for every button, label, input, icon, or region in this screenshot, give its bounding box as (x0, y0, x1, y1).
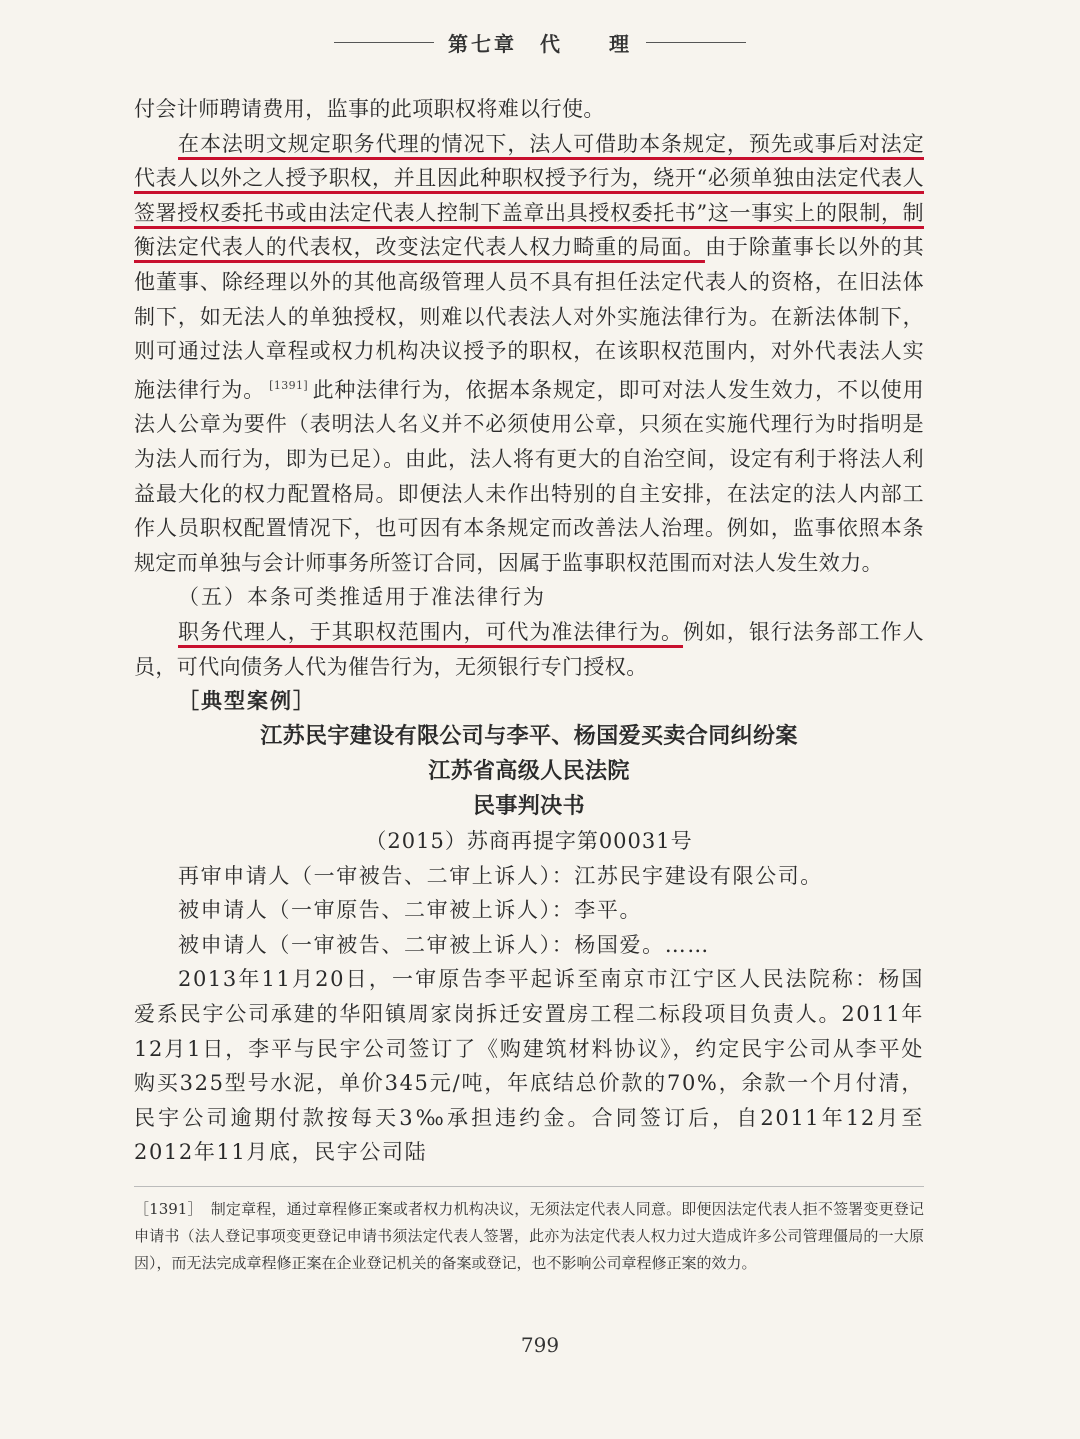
paragraph-3 (134, 615, 924, 684)
footnote-reference: [1391] (269, 378, 309, 392)
case-heading (134, 719, 924, 824)
party-2: 被申请人（一审原告、二审被上诉人）：李平。 (178, 898, 643, 923)
case-narrative: 2013年11月20日，一审原告李平起诉至南京市江宁区人民法院称：杨国爱系民宇公司承建的华阳镇周家岗拆迁安置房工程二标段项目负责人。2011年12月1日，李平与民宇公司签订了《购建筑材料协议》，约定民宇公司从李平处购买325型号水泥，单价345元/吨，年底结总价款的70%，余款一个月付清，民宇公司逾期付款按每天3‰承担违约金。合同签订后，自2011年12月至2012年11月底，民宇公司陆 (134, 967, 924, 1165)
footnote (134, 1196, 924, 1277)
case-title: 江苏民宇建设有限公司与李平、杨国爱买卖合同纠纷案 (260, 722, 798, 749)
paragraph-3-continuation: 例如，银行法务部工作人员，可代向债务人代为催告行为，无须银行专门授权。 (134, 619, 924, 679)
page-number: 799 (520, 1333, 560, 1357)
running-head (0, 24, 1080, 60)
paragraph-2 (134, 127, 924, 581)
footnote-mark: ［1391］ (134, 1200, 203, 1218)
section-subheading: （五）本条可类推适用于准法律行为 (178, 585, 546, 610)
court-name: 江苏省高级人民法院 (428, 757, 630, 784)
chapter-title: 第七章 代 理 (448, 31, 632, 56)
main-text (134, 92, 924, 1170)
paragraph-1: 付会计师聘请费用，监事的此项职权将难以行使。 (134, 97, 605, 121)
header-rule-right (646, 42, 746, 43)
header-rule-left (334, 42, 434, 43)
paragraph-2-continuation: 由于除董事长以外的其他董事、除经理以外的其他高级管理人员不具有担任法定代表人的资格，在旧法体制下，如无法人的单独授权，则难以代表法人对外实施法律行为。在新法体制下，则可通过法人章程或权力机构决议授予的职权，在该职权范围内，对外代表法人实施法律行为。 (134, 235, 924, 402)
footnote-divider (134, 1186, 924, 1187)
highlighted-passage-1: 在本法明文规定职务代理的情况下，法人可借助本条规定，预先或事后对法定代表人以外之人授予职权，并且因此种职权授予行为，绕开“必须单独由法定代表人签署授权委托书或由法定代表人控制下盖章出具授权委托书”这一事实上的限制，制衡法定代表人的代表权，改变法定代表人权力畸重的局面。 (134, 131, 924, 260)
case-number: （2015）苏商再提字第00031号 (365, 828, 693, 853)
party-3: 被申请人（一审被告、二审被上诉人）：杨国爱。…… (178, 932, 710, 957)
typical-case-label: ［典型案例］ (178, 688, 316, 714)
party-1: 再审申请人（一审被告、二审上诉人）：江苏民宇建设有限公司。 (178, 863, 823, 888)
document-type: 民事判决书 (472, 792, 585, 819)
footnote-text: 制定章程，通过章程修正案或者权力机构决议，无须法定代表人同意。即便因法定代表人拒不签署变更登记申请书（法人登记事项变更登记申请书须法定代表人签署，此亦为法定代表人权力过大造成许多公司管理僵局的一大原因），而无法完成章程修正案在企业登记机关的备案或登记，也不影响公司章程修正案的效力。 (134, 1200, 924, 1272)
highlighted-passage-2: 职务代理人，于其职权范围内，可代为准法律行为。 (178, 619, 684, 644)
paragraph-2-ending: 此种法律行为，依据本条规定，即可对法人发生效力，不以使用法人公章为要件（表明法人名义并不必须使用公章，只须在实施代理行为时指明是为法人而行为，即为已足）。由此，法人将有更大的自治空间，设定有利于将法人利益最大化的权力配置格局。即便法人未作出特别的自主安排，在法定的法人内部工作人员职权配置情况下，也可因有本条规定而改善法人治理。例如，监事依照本条规定而单独与会计师事务所签订合同，因属于监事职权范围而对法人发生效力。 (134, 377, 924, 575)
